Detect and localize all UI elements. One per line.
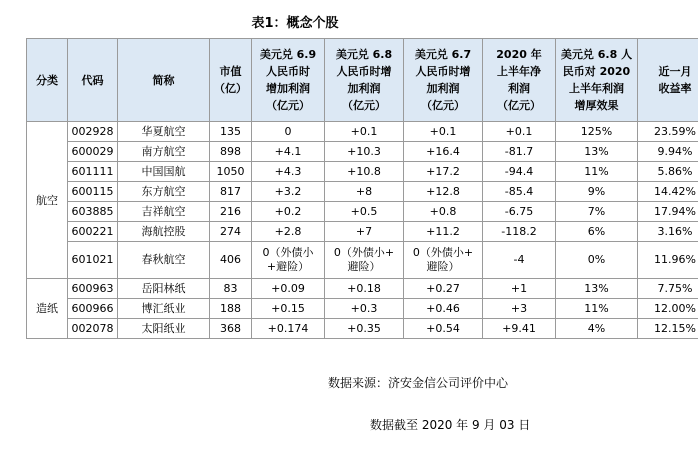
- profit-cell: +9.41: [483, 319, 556, 339]
- c69-cell: +0.174: [252, 319, 325, 339]
- effect-cell: 125%: [556, 122, 638, 142]
- c68-cell: +10.8: [325, 162, 404, 182]
- mcap-cell: 817: [210, 182, 252, 202]
- table-row: [27, 222, 698, 242]
- header-profit-at-6-7: 美元兑 6.7 人民币时增 加利润 （亿元）: [404, 39, 483, 122]
- profit-cell: -85.4: [483, 182, 556, 202]
- c68-cell: +0.1: [325, 122, 404, 142]
- table-row: [27, 299, 698, 319]
- name-cell: 太阳纸业: [118, 319, 210, 339]
- code-cell: 600029: [68, 142, 118, 162]
- c68-cell: +0.35: [325, 319, 404, 339]
- name-cell: 吉祥航空: [118, 202, 210, 222]
- return-cell: 23.59%: [638, 122, 698, 142]
- mcap-cell: 406: [210, 242, 252, 279]
- return-cell: 7.75%: [638, 279, 698, 299]
- table-header: [27, 39, 698, 122]
- data-date-note: 数据截至 2020 年 9 月 03 日: [370, 418, 531, 432]
- mcap-cell: 83: [210, 279, 252, 299]
- c67-cell: +0.8: [404, 202, 483, 222]
- c68-cell: +0.5: [325, 202, 404, 222]
- c69-cell: +4.1: [252, 142, 325, 162]
- c69-cell: +0.2: [252, 202, 325, 222]
- table-row: [27, 142, 698, 162]
- header-market-cap: 市值 （亿）: [210, 39, 252, 122]
- profit-cell: -6.75: [483, 202, 556, 222]
- name-cell: 南方航空: [118, 142, 210, 162]
- header-h1-net-profit: 2020 年 上半年净 利润 （亿元）: [483, 39, 556, 122]
- profit-cell: -4: [483, 242, 556, 279]
- mcap-cell: 368: [210, 319, 252, 339]
- header-name: 简称: [118, 39, 210, 122]
- return-cell: 17.94%: [638, 202, 698, 222]
- c67-cell: +0.27: [404, 279, 483, 299]
- effect-cell: 13%: [556, 142, 638, 162]
- table-row: [27, 122, 698, 142]
- return-cell: 3.16%: [638, 222, 698, 242]
- effect-cell: 4%: [556, 319, 638, 339]
- table-row: [27, 279, 698, 299]
- code-cell: 603885: [68, 202, 118, 222]
- code-cell: 600966: [68, 299, 118, 319]
- c68-cell: +0.3: [325, 299, 404, 319]
- c67-cell: +0.54: [404, 319, 483, 339]
- profit-cell: +0.1: [483, 122, 556, 142]
- return-cell: 9.94%: [638, 142, 698, 162]
- category-cell-paper: 造纸: [27, 279, 68, 339]
- c67-cell: +12.8: [404, 182, 483, 202]
- c67-cell: +11.2: [404, 222, 483, 242]
- mcap-cell: 135: [210, 122, 252, 142]
- c67-cell: +0.46: [404, 299, 483, 319]
- name-cell: 海航控股: [118, 222, 210, 242]
- effect-cell: 6%: [556, 222, 638, 242]
- mcap-cell: 274: [210, 222, 252, 242]
- return-cell: 12.15%: [638, 319, 698, 339]
- header-one-month-return: 近一月 收益率: [638, 39, 698, 122]
- c68-cell: +10.3: [325, 142, 404, 162]
- profit-cell: -118.2: [483, 222, 556, 242]
- name-cell: 岳阳林纸: [118, 279, 210, 299]
- header-profit-effect: 美元兑 6.8 人 民币对 2020 上半年利润 增厚效果: [556, 39, 638, 122]
- return-cell: 5.86%: [638, 162, 698, 182]
- c67-cell: +17.2: [404, 162, 483, 182]
- name-cell: 春秋航空: [118, 242, 210, 279]
- header-profit-at-6-9: 美元兑 6.9 人民币时 增加利润 （亿元）: [252, 39, 325, 122]
- code-cell: 002078: [68, 319, 118, 339]
- concept-stocks-table: [26, 38, 698, 339]
- profit-cell: -94.4: [483, 162, 556, 182]
- c68-cell: +8: [325, 182, 404, 202]
- category-cell-aviation: 航空: [27, 122, 68, 279]
- effect-cell: 0%: [556, 242, 638, 279]
- effect-cell: 13%: [556, 279, 638, 299]
- table-row: [27, 202, 698, 222]
- c69-cell: +0.09: [252, 279, 325, 299]
- c69-cell: +0.15: [252, 299, 325, 319]
- c67-cell: +0.1: [404, 122, 483, 142]
- header-profit-at-6-8: 美元兑 6.8 人民币时增 加利润 （亿元）: [325, 39, 404, 122]
- header-category: 分类: [27, 39, 68, 122]
- table-row: [27, 182, 698, 202]
- table-body: [27, 122, 698, 339]
- table-title: 表1：概念个股: [251, 16, 339, 31]
- c69-cell: +4.3: [252, 162, 325, 182]
- code-cell: 002928: [68, 122, 118, 142]
- mcap-cell: 898: [210, 142, 252, 162]
- table-row: [27, 162, 698, 182]
- mcap-cell: 188: [210, 299, 252, 319]
- c69-cell: 0（外债小 +避险）: [252, 242, 325, 279]
- name-cell: 华夏航空: [118, 122, 210, 142]
- profit-cell: -81.7: [483, 142, 556, 162]
- effect-cell: 11%: [556, 299, 638, 319]
- return-cell: 11.96%: [638, 242, 698, 279]
- code-cell: 601021: [68, 242, 118, 279]
- mcap-cell: 1050: [210, 162, 252, 182]
- c69-cell: +2.8: [252, 222, 325, 242]
- c69-cell: +3.2: [252, 182, 325, 202]
- return-cell: 14.42%: [638, 182, 698, 202]
- table-row: [27, 242, 698, 279]
- effect-cell: 7%: [556, 202, 638, 222]
- table-row: [27, 319, 698, 339]
- code-cell: 600115: [68, 182, 118, 202]
- effect-cell: 9%: [556, 182, 638, 202]
- c68-cell: +0.18: [325, 279, 404, 299]
- mcap-cell: 216: [210, 202, 252, 222]
- c69-cell: 0: [252, 122, 325, 142]
- code-cell: 600963: [68, 279, 118, 299]
- code-cell: 600221: [68, 222, 118, 242]
- profit-cell: +1: [483, 279, 556, 299]
- c67-cell: +16.4: [404, 142, 483, 162]
- name-cell: 博汇纸业: [118, 299, 210, 319]
- name-cell: 东方航空: [118, 182, 210, 202]
- name-cell: 中国国航: [118, 162, 210, 182]
- data-source-note: 数据来源：济安金信公司评价中心: [328, 376, 509, 390]
- c68-cell: +7: [325, 222, 404, 242]
- c68-cell: 0（外债小+ 避险）: [325, 242, 404, 279]
- return-cell: 12.00%: [638, 299, 698, 319]
- code-cell: 601111: [68, 162, 118, 182]
- profit-cell: +3: [483, 299, 556, 319]
- effect-cell: 11%: [556, 162, 638, 182]
- header-code: 代码: [68, 39, 118, 122]
- c67-cell: 0（外债小+ 避险）: [404, 242, 483, 279]
